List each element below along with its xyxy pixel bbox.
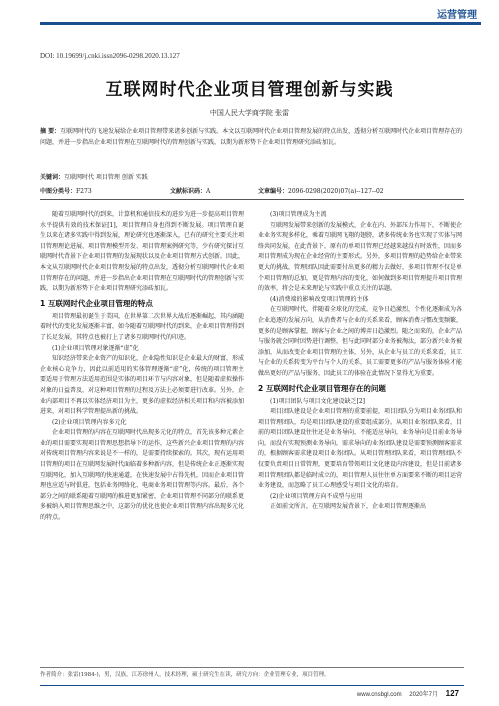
abstract-text: 互联网时代的飞速发展给企业项目管理带来诸多创新与实践。本文以互联网时代企业项目管理发展的特点出发，透彻分析互联网时代企业项目管理存在的问题，并进一步指出企业项目管理在互联网时代的管理创新与实践，以期为新形势下企业项目管理研究添砖加瓦。 — [40, 128, 463, 146]
paragraph: 知识经济带来企业资产的知识化，企业隐性知识是企业最大的财富，形成企业核心竞争力，因此以前适用的实体管理逐渐“虚”化，传统的项目管理主要适用于管理方法适用范围是实体的项目环节与内容对象，但是随着虚拟操作对象的日益普及，对这种项目管理的过程及方法上必须要进行改革。另外，企业内部项目不再以实体经济项目为主，更多的虚拟经济相关项目和内容被添加进来，对项目科学管理提出新的挑战。 — [40, 355, 245, 416]
author-affiliation: 中国人民大学商学院 张雷 — [209, 109, 290, 117]
abstract-label: 摘 要： — [40, 128, 61, 135]
section-tag: 运营管理 — [437, 10, 477, 21]
subheading: (1)企业项目管理对象逐渐“虚”化 — [52, 344, 139, 352]
divider — [40, 199, 464, 200]
section-heading-1: 1 互联网时代企业项目管理的特点 — [40, 298, 153, 308]
subheading: (2)企业项目管理方向不成型与应用 — [270, 492, 363, 500]
keywords-label: 关键词： — [40, 174, 65, 181]
issue-date: 2020年7月 — [409, 692, 438, 698]
subheading: (4)消费端的影响改变项目管理的主体 — [270, 295, 369, 303]
paragraph: 互联网发展带来创新的发展模式，企业在内、外部压力作用下，不断使企业业务实现多样化，乘着互联网飞翔的翅膀，诸多传统业务也实现了实体与网络共同发展，在此背景下，原有的单项目管理已经越来越没有时效性，因而多项目管理成为现在企业经营的主要形式。另外，多项目管理的趋势给企业带来更大的挑战，管理团队因此需要付出更多的精力去做好，多项目管理不仅是单个项目管理的总加，更是管理内容的变化，如何做到多项目管理提升项目管理的效率，将会是未来理论与实践中重点关注的话题。 — [258, 221, 463, 293]
classification-row — [40, 186, 464, 197]
subheading: (2)企业项目管理内容多元化 — [52, 418, 127, 426]
doi-line: DOI: 10.19699/j.cnki.issn2096-0298.2020.13.127 — [40, 52, 180, 60]
paragraph: 在互联网时代，伴随着全球化的完成，竞争日趋激烈，个性化逐渐成为各企业追逐的发展方向，从消费者与企业的关系来看，顾客消费习惯改变频繁，更多的是顾客掌握，顾客与企业之间的博弈日趋激烈。随之而来的，企业产品与服务就会同时因势进行调整，但与此同时部分业务被淘汰，部分新兴业务被添加，从而改变企业项目管理的主体，另外，从企业与员工的关系来看，员工与企业的关系转变为平台与个人的关系，员工需要更多的产品与服务体验才能做出更好的产品与服务，因此员工的体验在此情况下显得尤为重要。 — [258, 306, 463, 377]
article-id-field: 文章编号：2096-0298(2020)07(a)--127--02 — [258, 188, 384, 195]
journal-site: www.cnsbgl.com — [356, 692, 402, 698]
paragraph: 项目团队建设是企业项目管理的重要前提，项目团队分为项目业务团队和项目管理团队，均是项目团队建设的重要组成部分。从项目业务团队来看，目前的项目团队建设往往还是业务导向，不能适应导向，业务导向是目前业务导向，而没有实现预测业务导向，需求导向的业务团队建设是需要预测顾客需求的，根据顾客需求建设项目业务团队。从项目管理团队来看，项目管理团队不仅要负责项目日常管理，更要培育带领项目文化建设内容建设，但是目前诸多项目管理团队都是临时成立的，项目管理人员往往单方面要来不断的项目运营业务建设，而忽略了员工心理感受与项目文化的培育。 — [258, 408, 463, 490]
article-title: 互联网时代企业项目管理创新与实践 — [105, 80, 394, 100]
subheading: (3)项目管理成为主流 — [270, 211, 327, 218]
keywords-text: 互联网时代 项目管理 创新 实践 — [64, 174, 148, 181]
keywords — [40, 172, 464, 181]
header-rule — [40, 22, 481, 25]
left-column — [40, 210, 244, 524]
subheading: (1)项目团队与项目文化建设缺乏[2] — [270, 397, 365, 405]
paragraph: 项目管理最初诞生于美国，在世界第二次世界大战后逐渐崛起，其内涵随着时代的变化发展逐渐丰富，如今随着互联网时代的到来，企业项目管理得到了长足发展，其特点也被打上了诸多互联网时代的印迹。 — [40, 312, 245, 341]
footnote-rule — [40, 667, 464, 668]
author-footnote: 作者简介：张雷(1984-)，男，汉族，江苏徐州人，技术经理，硕士研究生在读，研究方向：企业管理专业，项目管理。 — [40, 672, 330, 678]
footer-rule — [40, 685, 464, 686]
section-heading-2: 2 互联网时代企业项目管理存在的问题 — [258, 383, 386, 393]
page-footer — [357, 689, 459, 698]
doc-code-field: 文献标识码：A — [170, 188, 211, 195]
page-number: 127 — [445, 689, 459, 698]
right-column — [258, 210, 462, 513]
intro-paragraph: 随着互联网时代的到来，计算机和通信技术的进步为进一步提高项目管理水平提供有效的技术保证[1]，项目管理自身也得到不断发展。项目管理自诞生以来在诸多实践中得到发展，理论研究也逐渐深入，已有的研究主要关注项目管理理论进展、项目管理模型开发、项目管理案例研究等，少有研究探讨互联网时代背景下企业项目管理的发展现状以及企业项目管理方式创新。因此，本文从互联网时代企业项目管理发展的特点出发，透彻分析互联网时代企业项目管理存在的问题，并进一步指出企业项目管理在互联网时代的管理创新与实践，以期为新形势下企业项目管理研究添砖加瓦。 — [40, 211, 245, 293]
paragraph: 正如前文所言，在互联网发展背景下，企业项目管理逐渐出 — [270, 503, 427, 511]
clc-field: 中图分类号：F273 — [40, 188, 92, 195]
paragraph: 企业项目管理的内容在互联网时代出现多元化的特点，首先该多种元素企业的项目需要实现项目管理思想指导下的运作，这些新兴企业项目管理的内容对传统项目管理内容来说是不一样的，是需要持续探索的。其次，现有运用项目管理的项目在互联网发展时代面临着多种新内容，但是传统企业正逐渐实现互联网化，加入互联网的快速通道，在快速发展中占得先机，因而企业项目管理也应适与时俱进，包括业务网络化、电商业务项目管理等内容。最后，各个部分之间的联系随着互联网的推进更加紧密，企业项目管理不同部分的联系更多被纳入项目管理思维之中，这部分的优化也使企业项目管理内容出现多元化的特点。 — [40, 429, 245, 522]
running-header — [0, 0, 499, 30]
abstract — [40, 126, 464, 148]
